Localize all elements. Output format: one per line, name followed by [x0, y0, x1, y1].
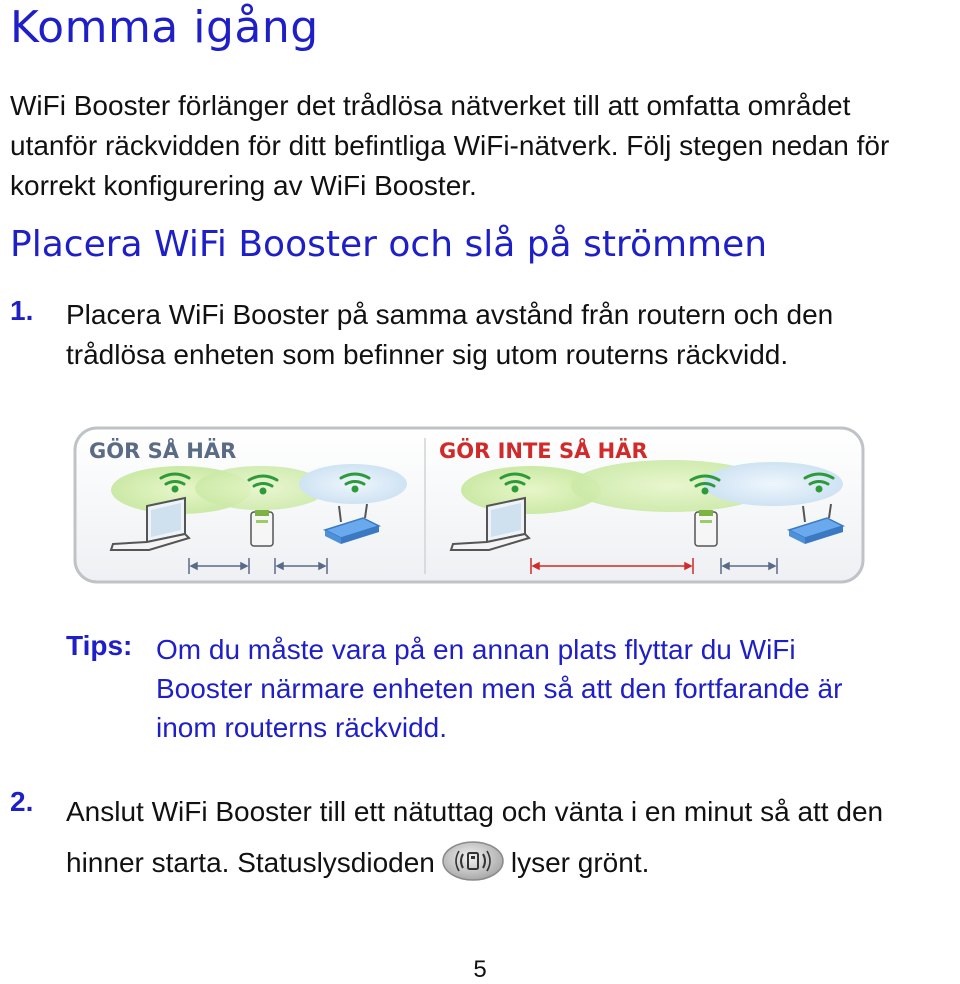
page-title: Komma igång: [10, 2, 319, 53]
page-number: 5: [473, 956, 487, 983]
step-2-text-before: Anslut WiFi Booster till ett nätuttag och vänta i en minut så att den hinner starta. Statuslysdioden: [66, 796, 884, 878]
coverage-ellipse: [703, 462, 843, 506]
do-label: GÖR SÅ HÄR: [89, 439, 237, 463]
placement-diagram: [73, 426, 865, 586]
intro-paragraph: WiFi Booster förlänger det trådlösa nätverket till att omfatta området utanför räckvidden för ditt befintliga WiFi-nätverk. Följ stegen nedan för korrekt konfigurering av WiFi Booster.: [10, 90, 890, 201]
step-2-text-after: lyser grönt.: [510, 847, 650, 878]
status-led-icon: [441, 840, 505, 882]
step-2-text: [66, 786, 960, 888]
booster-icon: [695, 510, 717, 546]
step-1-number: 1.: [10, 295, 34, 326]
step-1-text: Placera WiFi Booster på samma avstånd från routern och den trådlösa enheten som befinner sig utom routerns räckvidd.: [66, 299, 834, 370]
booster-icon: [251, 510, 273, 546]
coverage-ellipse: [299, 464, 407, 504]
step-2-number: 2.: [10, 786, 34, 817]
section-heading: Placera WiFi Booster och slå på strömmen: [10, 224, 768, 265]
tips-label: Tips:: [66, 630, 133, 661]
dont-label: GÖR INTE SÅ HÄR: [439, 439, 648, 463]
tips-text: Om du måste vara på en annan plats flyttar du WiFi Booster närmare enheten men så att den fortfarande är inom routerns räckvidd.: [156, 634, 843, 743]
